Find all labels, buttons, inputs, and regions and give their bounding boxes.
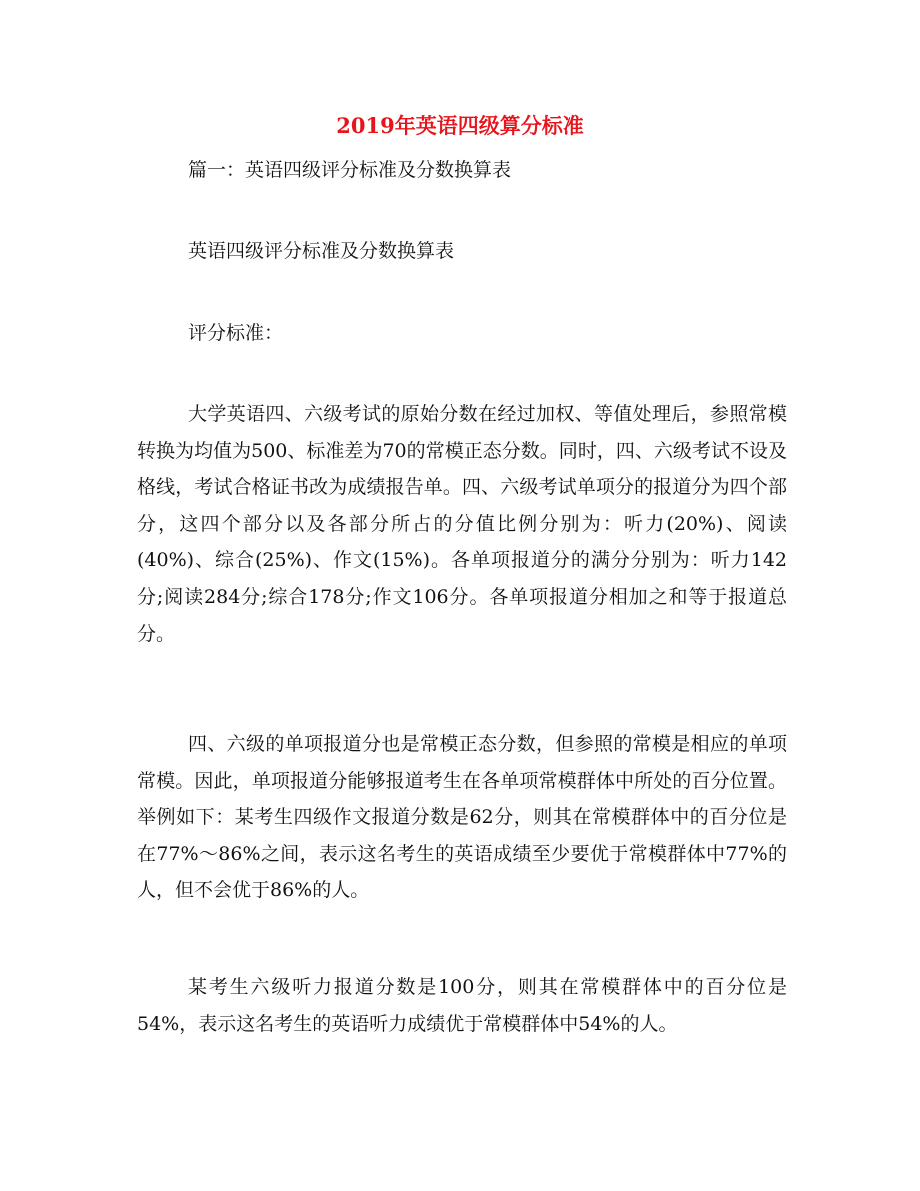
paragraph-listening-example: 某考生六级听力报道分数是100分，则其在常模群体中的百分位是54%，表示这名考生的英语听力成绩优于常模群体中54%的人。	[137, 976, 787, 1035]
section-heading: 篇一：英语四级评分标准及分数换算表	[188, 159, 512, 181]
paragraph-percentile-example: 四、六级的单项报道分也是常模正态分数，但参照的常模是相应的单项常模。因此，单项报道分能够报道考生在各单项常模群体中所处的百分位置。举例如下：某考生四级作文报道分数是62分，则其在常模群体中的百分位是在77%～86%之间，表示这名考生的英语成绩至少要优于常模群体中77%的人，但不会优于86%的人。	[137, 733, 787, 902]
criteria-label: 评分标准：	[188, 322, 284, 344]
sub-heading: 英语四级评分标准及分数换算表	[188, 240, 455, 262]
paragraph-scoring-intro: 大学英语四、六级考试的原始分数在经过加权、等值处理后，参照常模转换为均值为500、标准差为70的常模正态分数。同时，四、六级考试不设及格线，考试合格证书改为成绩报告单。四、六级考试单项分的报道分为四个部分，这四个部分以及各部分所占的分值比例分别为：听力(20%)、阅读(40%)、综合(25%)、作文(15%)。各单项报道分的满分分别为：听力142分;阅读284分;综合178分;作文106分。各单项报道分相加之和等于报道总分。	[137, 403, 787, 645]
document-title: 2019年英语四级算分标准	[336, 113, 584, 138]
